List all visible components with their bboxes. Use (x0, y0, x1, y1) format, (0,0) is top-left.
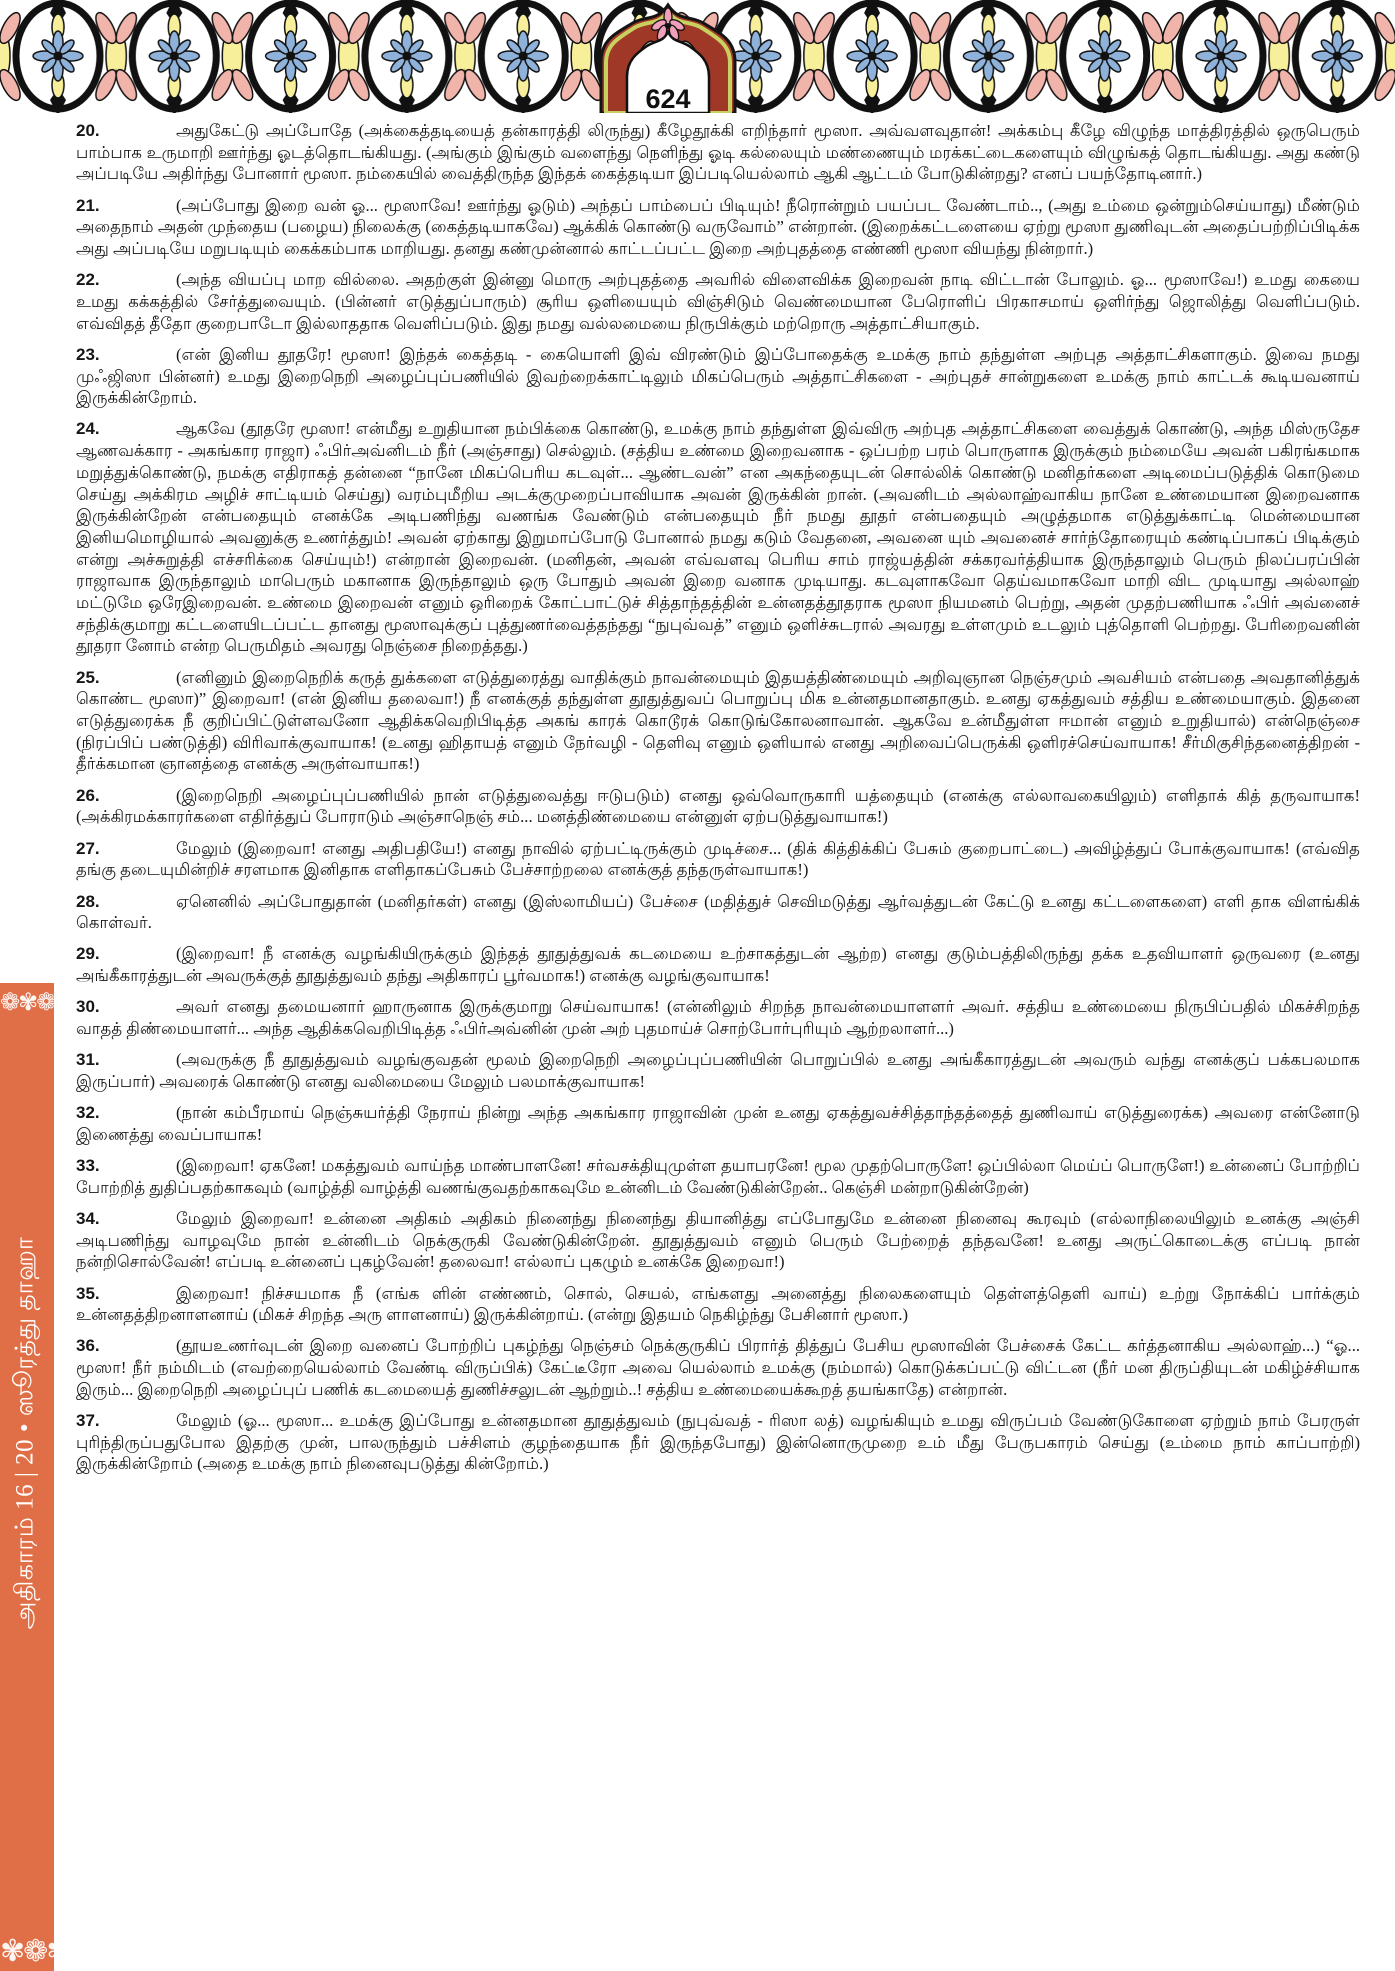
verse-paragraph (76, 1410, 1360, 1475)
verse-paragraph (76, 418, 1360, 657)
verse-number: 37. (76, 1411, 100, 1431)
verse-text: ஆகவே (தூதரே மூஸா! என்மீது உறுதியான நம்பிக்கை கொண்டு, உமக்கு நாம் தந்துள்ள இவ்விரு அற்புத அத்தாட்சிகளை வைத்துக் கொண்டு, அந்த மிஸ்ருதேச ஆணவக்கார - அகங்கார ராஜா) ஃபிர்அவ்னிடம் நீர் (அஞ்சாது) செல்லும். (சத்திய உண்மை இறைவனாக - ஒப்பற்ற பரம் பொருளாக இருக்கும் நம்மையே அவன் பகிரங்கமாக மறுத்துக்கொண்டு, நமக்கு எதிராகத் தன்னை “நானே மிகப்பெரிய கடவுள்... ஆண்டவன்” என அகந்தையுடன் சொல்லிக் கொண்டு மனிதர்களை அடிமைப்படுத்திக் கொடுமை செய்து அக்கிரம அழிச் சாட்டியம் செய்து) வரம்புமீறிய அடக்குமுறைப்பாவியாக அவன் இருக்கின் றான். (அவனிடம் அல்லாஹ்வாகிய நானே உண்மையான இறைவனாக இருக்கின்றேன் என்பதையும் எனக்கே அடிபணிந்து வணங்க வேண்டும் என்பதையும் நீர் நமது தூதர் என்பதையும் அழுத்தமாக எடுத்துக்காட்டி மென்மையான இனியமொழியால் அவனுக்கு உணர்த்தும்! அவன் ஏற்காது இறுமாப்போடு போனால் நமது கடும் வேதனை, அவனை யும் அவனைச் சார்ந்தோரையும் கண்டிப்பாகப் பிடிக்கும் என்று அச்சுறுத்தி எச்சரிக்கை செய்யும்!) என்றான் இறைவன். (மனிதன், அவன் எவ்வளவு பெரிய சாம் ராஜ்யத்தின் சக்கரவர்த்தியாக இருந்தாலும் பெரும் நிலப்பரப்பின் ராஜாவாக இருந்தாலும் மாபெரும் மகானாக இருந்தாலும் ஒரு போதும் அவன் இறை வனாக முடியாது. கடவுளாகவோ தெய்வமாகவோ மாறி விட முடியாது அல்லாஹ் மட்டுமே ஒரேஇறைவன். உண்மை இறைவன் எனும் ஒரிறைக் கோட்பாட்டுச் சித்தாந்தத்தின் உன்னதத்தூதராக மூஸா நியமனம் பெற்று, அதன் முதற்பணியாக ஃபிர் அவ்னைச் சந்திக்குமாறு கட்டளையிடப்பட்ட தானது மூஸாவுக்குப் புத்துணர்வைத்தந்தது “நுபுவ்வத்” எனும் ஒளிச்சுடரால் அவரது உள்ளமும் உடலும் புத்தொளி பெற்றது. பேரிறைவனின் தூதரா னோம் என்ற பெருமிதம் அவரது நெஞ்சை நிறைத்தது.) (76, 419, 1360, 656)
verse-text: (எனினும் இறைநெறிக் கருத் துக்களை எடுத்துரைத்து வாதிக்கும் நாவன்மையும் இதயத்திண்மையும் அறிவுஞான நெஞ்சமும் அவசியம் என்பதை அவதானித்துக் கொண்ட மூஸா)” இறைவா! (என் இனிய தலைவா!) நீ எனக்குத் தந்துள்ள தூதுத்துவப் பொறுப்பு மிக உன்னதமானதாகும். உனது ஏகத்துவம் சத்திய உண்மையாகும். இதனை எடுத்துரைக்க நீ குறிப்பிட்டுள்ளவனோ ஆதிக்கவெறிபிடித்த அகங் காரக் கொடூரக் கொடுங்கோலனாவான். ஆகவே உன்மீதுள்ள ஈமான் எனும் உறுதியால்) என்நெஞ்சை (நிரப்பிப் பண்டுத்தி) விரிவாக்குவாயாக! (உனது ஹிதாயத் எனும் நேர்வழி - தெளிவு எனும் ஒளியால் எனது அறிவைப்பெருக்கி ஒளிரச்செய்வாயாக! சீர்மிகுசிந்தனைத்திறன் - தீர்க்கமான ஞானத்தை எனக்கு அருள்வாயாக!) (76, 667, 1360, 774)
verse-number: 35. (76, 1283, 100, 1303)
verse-text: ஏனெனில் அப்போதுதான் (மனிதர்கள்) எனது (இஸ்லாமியப்) பேச்சை (மதித்துச் செவிமடுத்து ஆர்வத்துடன் கேட்டு உனது கட்டளைகளை) எளி தாக விளங்கிக் கொள்வர். (76, 891, 1360, 933)
verse-paragraph (76, 996, 1360, 1039)
verse-text: (அப்போது இறை வன் ஓ... மூஸாவே! ஊர்ந்து ஓடும்) அந்தப் பாம்பைப் பிடியும்! நீரொன்றும் பயப்பட வேண்டாம்.., (அது உம்மை ஒன்றும்செய்யாது) மீண்டும் அதைநாம் அதன் முந்தைய (பழைய) நிலைக்கு (கைத்தடியாகவே) ஆக்கிக் கொண்டு வருவோம்” என்றான். (இறைக்கட்டளையை ஏற்று மூஸா துணிவுடன் அதைப்பற்றிப்பிடிக்க அது அப்படியே மறுபடியும் கைக்கம்பாக மாறியது. தனது கண்முன்னால் காட்டப்பட்ட இறை அற்புதத்தை எண்ணி மூஸா வியந்து நின்றார்.) (76, 195, 1360, 259)
verse-number: 30. (76, 997, 100, 1017)
verse-text: (நான் கம்பீரமாய் நெஞ்சுயர்த்தி நேராய் நின்று அந்த அகங்கார ராஜாவின் முன் உனது ஏகத்துவச்சித்தாந்தத்தைத் துணிவாய் எடுத்துரைக்க) அவரை என்னோடு இணைத்து வைப்பாயாக! (76, 1103, 1360, 1144)
verse-paragraph (76, 269, 1360, 334)
verse-paragraph (76, 1155, 1360, 1198)
verse-text: (அந்த வியப்பு மாற வில்லை. அதற்குள் இன்னு மொரு அற்புதத்தை அவரில் விளைவிக்க இறைவன் நாடி விட்டான் போலும். ஓ... மூஸாவே!) உமது கையை உமது கக்கத்தில் சேர்த்துவையும். (பின்னர் எடுத்துப்பாரும்) சூரிய ஒளியையும் விஞ்சிடும் வெண்மையான பேரொளிப் பிரகாசமாய் ஒளிர்ந்து ஜொலித்து வெளிப்படும். எவ்விதத் தீதோ குறைபாடோ இல்லாததாக வெளிப்படும். இது நமது வல்லமையை நிருபிக்கும் மற்றொரு அத்தாட்சியாகும். (76, 270, 1361, 333)
verse-text: மேலும் (ஓ... மூஸா... உமக்கு இப்போது உன்னதமான தூதுத்துவம் (நுபுவ்வத் - ரிஸா லத்) வழங்கியும் உமது விருப்பம் வேண்டுகோளை ஏற்றும் நாம் பேரருள் புரிந்திருப்பதுபோல இதற்கு முன், பாலருந்தும் பச்சிளம் குழந்தையாக நீர் இருந்தபோது) இன்னொருமுறை உம் மீது பேருபகாரம் செய்து (உம்மை நாம் காப்பாற்றி) இருக்கின்றோம் (அதை உமக்கு நாம் நினைவுபடுத்து கின்றோம்.) (76, 1411, 1360, 1474)
verse-paragraph (76, 1335, 1360, 1400)
verse-number: 22. (76, 270, 100, 290)
floral-ornament-icon: ❁✾❁ (0, 988, 55, 1016)
verse-paragraph (76, 120, 1360, 185)
verse-number: 33. (76, 1156, 100, 1176)
verse-paragraph (76, 1049, 1360, 1092)
verse-number: 20. (76, 121, 100, 140)
verse-paragraph (76, 1208, 1360, 1273)
verse-text: (அவருக்கு நீ தூதுத்துவம் வழங்குவதன் மூலம் இறைநெறி அழைப்புப்பணியின் பொறுப்பில் உனது அங்கீகாரத்துடன் அவரும் வந்து எனக்குப் பக்கபலமாக இருப்பார்) அவரைக் கொண்டு எனது வலிமையை மேலும் பலமாக்குவாயாக! (76, 1050, 1360, 1091)
verse-number: 24. (76, 419, 100, 439)
verse-text: (இறைநெறி அழைப்புப்பணியில் நான் எடுத்துவைத்து ஈடுபடும்) எனது ஒவ்வொருகாரி யத்தையும் (எனக்கு எல்லாவகையிலும்) எளிதாக் கித் தருவாயாக! (அக்கிரமக்காரர்களை எதிர்த்துப் போராடும் அஞ்சாநெஞ் சம்... மனத்திண்மையை என்னுள் ஏற்படுத்துவாயாக!) (76, 785, 1360, 827)
verse-paragraph (76, 1102, 1360, 1145)
verse-text: (என் இனிய தூதரே! மூஸா! இந்தக் கைத்தடி - கையொளி இவ் விரண்டும் இப்போதைக்கு உமக்கு நாம் தந்துள்ள அற்புத அத்தாட்சிகளாகும். இவை நமது முஃஜிஸா பின்னர்) உமது இறைநெறி அழைப்புப்பணியில் இவற்றைக்காட்டிலும் மிகப்பெரும் அத்தாட்சிகளை - அற்புதச் சான்றுகளை உமக்கு நாம் காட்டக் கூடியவனாய் இருக்கின்றோம். (76, 344, 1360, 408)
verse-number: 27. (76, 838, 100, 858)
verse-number: 26. (76, 785, 100, 805)
verse-paragraph (76, 344, 1360, 409)
verse-text: இறைவா! நிச்சயமாக நீ (எங்க ளின் எண்ணம், சொல், செயல், எங்களது அனைத்து நிலைகளையும் தெள்ளத்தெளி வாய்) உற்று நோக்கிப் பார்க்கும் உன்னதத்திறனாளனாய் (மிகச் சிறந்த அரு ளாளனாய்) இருக்கின்றாய். (என்று இதயம் நெகிழ்ந்து பேசினார் மூஸா.) (76, 1283, 1360, 1325)
verse-number: 28. (76, 891, 100, 911)
verse-number: 25. (76, 667, 100, 687)
verse-paragraph (76, 667, 1360, 776)
sidebar (0, 983, 70, 1971)
surah-label: அதிகாரம் 16 | 20 • ஸூரத்து தாஹா (11, 1236, 39, 1630)
verse-text: மேலும் (இறைவா! எனது அதிபதியே!) எனது நாவில் ஏற்பட்டிருக்கும் முடிச்சை... (திக் கித்திக்கிப் பேசும் குறைபாட்டை) அவிழ்த்துப் போக்குவாயாக! (எவ்வித தங்கு தடையுமின்றிச் சரளமாக இனிதாக எளிதாகப்பேசும் பேச்சாற்றலை எனக்குத் தந்தருள்வாயாக!) (76, 838, 1360, 880)
main-text (76, 120, 1360, 1485)
verse-paragraph (76, 195, 1360, 260)
verse-text: அவர் எனது தமையனார் ஹாருனாக இருக்குமாறு செய்வாயாக! (என்னிலும் சிறந்த நாவன்மையாளளர் அவர். சத்திய உண்மையை நிருபிப்பதில் மிகச்சிறந்த வாதத் திண்மையாளர்... அந்த ஆதிக்கவெறிபிடித்த ஃபிர்அவ்னின் முன் அற் புதமாய்ச் சொற்போர்புரியும் ஆற்றலாளர்...) (76, 997, 1360, 1039)
verse-text: (இறைவா! நீ எனக்கு வழங்கியிருக்கும் இந்தத் தூதுத்துவக் கடமையை உற்சாகத்துடன் ஆற்ற) எனது குடும்பத்திலிருந்து தக்க உதவியாளர் ஒருவரை (உனது அங்கீகாரத்துடன் அவருக்குத் தூதுத்துவம் தந்து அதிகாரப் பூர்வமாக!) எனக்கு வழங்குவாயாக! (76, 944, 1360, 986)
verse-paragraph (76, 838, 1360, 881)
page-number: 624 (645, 84, 691, 114)
verse-number: 21. (76, 195, 100, 215)
verse-number: 32. (76, 1103, 100, 1123)
verse-text: (தூயஉணர்வுடன் இறை வனைப் போற்றிப் புகழ்ந்து நெஞ்சம் நெக்குருகிப் பிரார்த் தித்துப் பேசிய மூஸாவின் பேச்சைக் கேட்ட கர்த்தனாகிய அல்லாஹ்...) “ஓ... மூஸா! நீர் நம்மிடம் (எவற்றையெல்லாம் வேண்டி விருப்பிக்) கேட்டீரோ அவை யெல்லாம் உமக்கு (நம்மால்) கொடுக்கப்பட்டு விட்டன (நீர் மன திருப்தியுடன் மகிழ்ச்சியாக இரும்... இறைநெறி அழைப்புப் பணிக் கடமையைத் துணிச்சலுடன் ஆற்றும்..! சத்திய உண்மையைக்கூறத் தயங்காதே) என்றான். (76, 1336, 1360, 1399)
verse-text: அதுகேட்டு அப்போதே (அக்கைத்தடியைத் தன்காரத்தி லிருந்து) கீழேதூக்கி எறிந்தார் மூஸா. அவ்வளவுதான்! அக்கம்பு கீழே விழுந்த மாத்திரத்தில் ஒருபெரும் பாம்பாக உருமாறி ஊர்ந்து ஓடத்தொடங்கியது. (அங்கும் இங்கும் வளைந்து நெளிந்து ஓடி கல்லையும் மண்ணையும் மரக்கட்டைகளையும் விழுங்கத் தொடங்கியது. அது கண்டு அப்படியே அதிர்ந்து போனார் மூஸா. நம்கையில் வைத்திருந்த இந்தக் கைத்தடியா இப்படியெல்லாம் ஆகி ஆட்டம் போடுகின்றது? எனப் பயந்தோடினார்.) (76, 121, 1360, 184)
verse-number: 23. (76, 344, 100, 364)
verse-number: 31. (76, 1050, 100, 1070)
verse-number: 36. (76, 1336, 100, 1356)
floral-ornament-icon: ✾❁✾ (0, 1934, 70, 1969)
verse-paragraph (76, 891, 1360, 934)
verse-paragraph (76, 943, 1360, 986)
verse-number: 34. (76, 1208, 100, 1228)
verse-text: (இறைவா! ஏகனே! மகத்துவம் வாய்ந்த மாண்பாளனே! சர்வசக்தியுமுள்ள தயாபரனே! மூல முதற்பொருளே! ஒப்பில்லா மெய்ப் பொருளே!) உன்னைப் போற்றிப் போற்றித் துதிப்பதற்காகவும் (வாழ்த்தி வாழ்த்தி வணங்குவதற்காகவுமே உன்னிடம் வேண்டுகின்றேன்.. கெஞ்சி மன்றாடுகின்றேன்) (76, 1156, 1360, 1197)
verse-text: மேலும் இறைவா! உன்னை அதிகம் அதிகம் நினைந்து நினைந்து தியானித்து எப்போதுமே உன்னை நினைவு கூரவும் (எல்லாநிலையிலும் உனக்கு அஞ்சி அடிபணிந்து வாழவுமே நான் உன்னிடம் நெக்குருகி வேண்டுகின்றேன். தூதுத்துவம் எனும் பெரும் பேற்றைத் தந்தவனே! உனது அருட்கொடைக்கு எப்படி நான் நன்றிசொல்வேன்! எப்படி உன்னைப் புகழ்வேன்! தலைவா! எல்லாப் புகழும் உனக்கே இறைவா!) (76, 1208, 1360, 1272)
verse-paragraph (76, 1283, 1360, 1326)
verse-paragraph (76, 785, 1360, 828)
verse-number: 29. (76, 944, 100, 964)
